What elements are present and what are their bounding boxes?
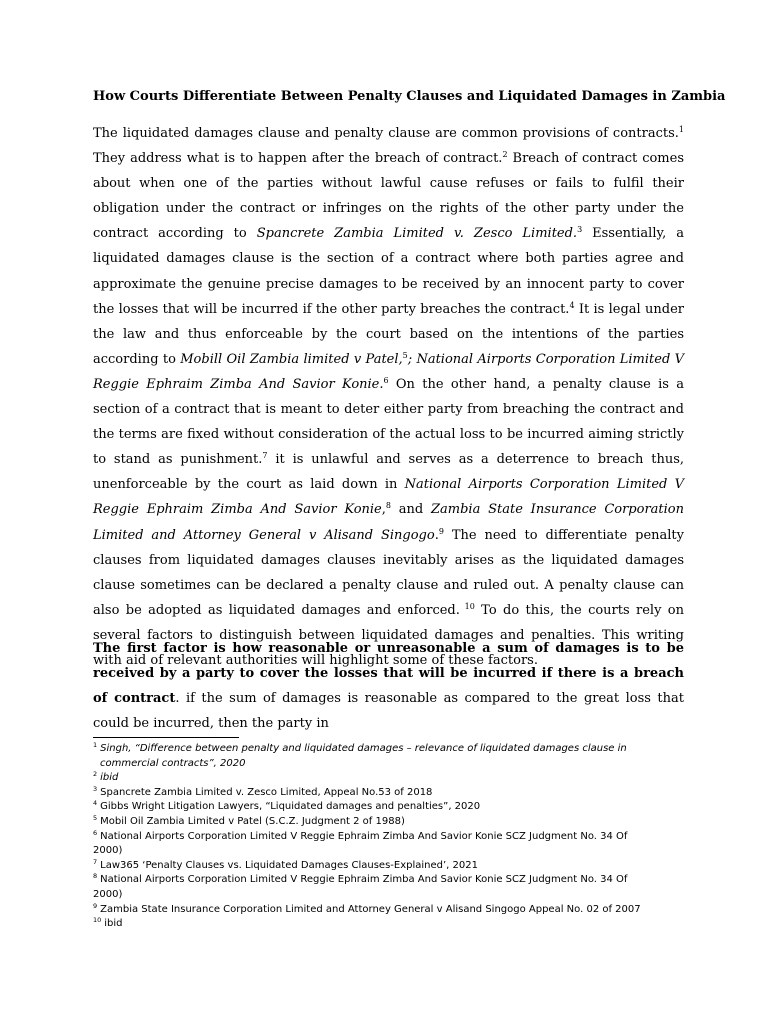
- footnote-number: 9: [93, 901, 98, 910]
- footnote: [93, 830, 693, 859]
- text-run: On the other hand, a penalty clause is a section of a contract that is meant to deter either party from breaching the contract and the terms are fixed without consideration of the actual loss to be incurred aiming strictly to stand as punishment.: [93, 376, 684, 468]
- intro-paragraph: [93, 121, 684, 673]
- footnote-number: 6: [93, 828, 98, 837]
- footnote: [93, 859, 693, 874]
- footnote-number: 5: [93, 813, 98, 822]
- footnote-ref[interactable]: 1: [678, 125, 684, 134]
- footnote-text: 2000): [93, 845, 123, 857]
- footnote-number: 1: [93, 741, 98, 749]
- text-run: and: [391, 502, 431, 518]
- case-citation: Zambia State Insurance Corporation Limited and Attorney General v Alisand Singogo: [93, 502, 684, 543]
- footnote-ref[interactable]: 2: [502, 150, 508, 160]
- text-run: The liquidated damages clause and penalty clause are common provisions of contracts.: [93, 126, 679, 141]
- footnote-ref[interactable]: 9: [438, 526, 444, 536]
- footnote-ref[interactable]: 8: [385, 501, 391, 511]
- footnote-ref[interactable]: 10: [459, 601, 475, 611]
- footnote-text: Law365 ‘Penalty Clauses vs. Liquidated Damages Clauses-Explained’, 2021: [100, 859, 478, 871]
- footnote-ref[interactable]: 4: [569, 300, 575, 310]
- text-run: To do this, the courts rely on several factors to distinguish between liquidated damages and penalties. This writing with aid of relevant authorities will highlight some of these factors.: [93, 602, 684, 668]
- text-run: It is legal under the law and thus enforceable by the court based on the intentions of the parties according to: [93, 301, 684, 367]
- footnote-text: National Airports Corporation Limited V Reggie Ephraim Zimba And Savior Konie SCZ Judgment No. 34 Of: [100, 830, 628, 842]
- footnote-ref[interactable]: 3: [577, 225, 583, 235]
- case-citation: ; National Airports Corporation Limited V Reggie Ephraim Zimba And Savior Konie.: [93, 351, 684, 392]
- footnote: [93, 742, 693, 771]
- footnote-number: 4: [93, 799, 98, 808]
- text-run: . if the sum of damages is reasonable as compared to the great loss that could be incurred, then the party in: [93, 691, 684, 732]
- footnote-text: commercial contracts”, 2020: [100, 757, 246, 769]
- footnote-text: ibid: [100, 772, 119, 784]
- footnote: [93, 786, 693, 801]
- footnote-text: Singh, “Difference between penalty and liquidated damages – relevance of liquidated damages clause in: [100, 743, 627, 754]
- footnote: [93, 903, 693, 918]
- footnote-number: 8: [93, 872, 98, 881]
- footnote-text: National Airports Corporation Limited V Reggie Ephraim Zimba And Savior Konie SCZ Judgment No. 34 Of: [100, 874, 628, 886]
- footnote-ref[interactable]: 5: [402, 350, 408, 360]
- footnote-text: 2000): [93, 888, 123, 900]
- text-run: ,: [381, 502, 386, 518]
- footnote-separator: [93, 737, 239, 738]
- footnote-number: 7: [93, 857, 98, 866]
- text-run: They address what is to happen after the breach of contract.: [93, 151, 503, 167]
- footnote: [93, 815, 693, 830]
- footnote: [93, 873, 693, 902]
- bold-lead: The first factor is how reasonable or unreasonable a sum of damages is to be received by a party to cover the losses that will be incurred if there is a breach of contract: [93, 641, 684, 707]
- footnote: [93, 800, 693, 815]
- text-run: it is unlawful and serves as a deterrence to breach thus, unenforceable by the court as laid down in: [93, 452, 684, 493]
- text-run: Breach of contract comes about when one of the parties without lawful cause refuses or fails to fulfil their obligation under the contract or infringes on the rights of the other party under the contract according to: [93, 151, 684, 242]
- footnotes: [93, 742, 693, 932]
- footnote-ref[interactable]: 6: [383, 375, 389, 385]
- case-citation: Spancrete Zambia Limited v. Zesco Limited.: [256, 226, 578, 242]
- text-run: The need to differentiate penalty clauses from liquidated damages clauses inevitably arises as the liquidated damages clause sometimes can be declared a penalty clause and ruled out. A penalty clause can also be adopted as liquidated damages and enforced.: [93, 527, 684, 618]
- footnote-number: 3: [93, 784, 98, 793]
- footnote: [93, 917, 693, 932]
- footnote-text: Zambia State Insurance Corporation Limited and Attorney General v Alisand Singogo Appeal No. 02 of 2007: [100, 903, 641, 915]
- case-citation: Mobill Oil Zambia limited v Patel,: [180, 351, 403, 367]
- footnote-text: Mobil Oil Zambia Limited v Patel (S.C.Z. Judgment 2 of 1988): [100, 815, 405, 827]
- text-run: .: [434, 527, 439, 543]
- footnote-ref[interactable]: 7: [262, 451, 268, 461]
- first-factor-paragraph: [93, 636, 684, 736]
- footnote-number: 2: [93, 770, 98, 779]
- text-run: Essentially, a liquidated damages clause is the section of a contract where both parties agree and approximate the genuine precise damages to be received by an innocent party to cover the losses that will be incurred if the other party breaches the contract.: [93, 226, 684, 317]
- footnote-text: ibid: [104, 918, 123, 930]
- case-citation: National Airports Corporation Limited V Reggie Ephraim Zimba And Savior Konie: [93, 477, 685, 518]
- document-title: How Courts Differentiate Between Penalty Clauses and Liquidated Damages in Zambia: [93, 89, 726, 104]
- footnote: [93, 771, 693, 786]
- footnote-text: Gibbs Wright Litigation Lawyers, “Liquidated damages and penalties”, 2020: [100, 801, 481, 813]
- footnote-text: Spancrete Zambia Limited v. Zesco Limited, Appeal No.53 of 2018: [100, 786, 433, 798]
- footnote-number: 10: [93, 916, 102, 925]
